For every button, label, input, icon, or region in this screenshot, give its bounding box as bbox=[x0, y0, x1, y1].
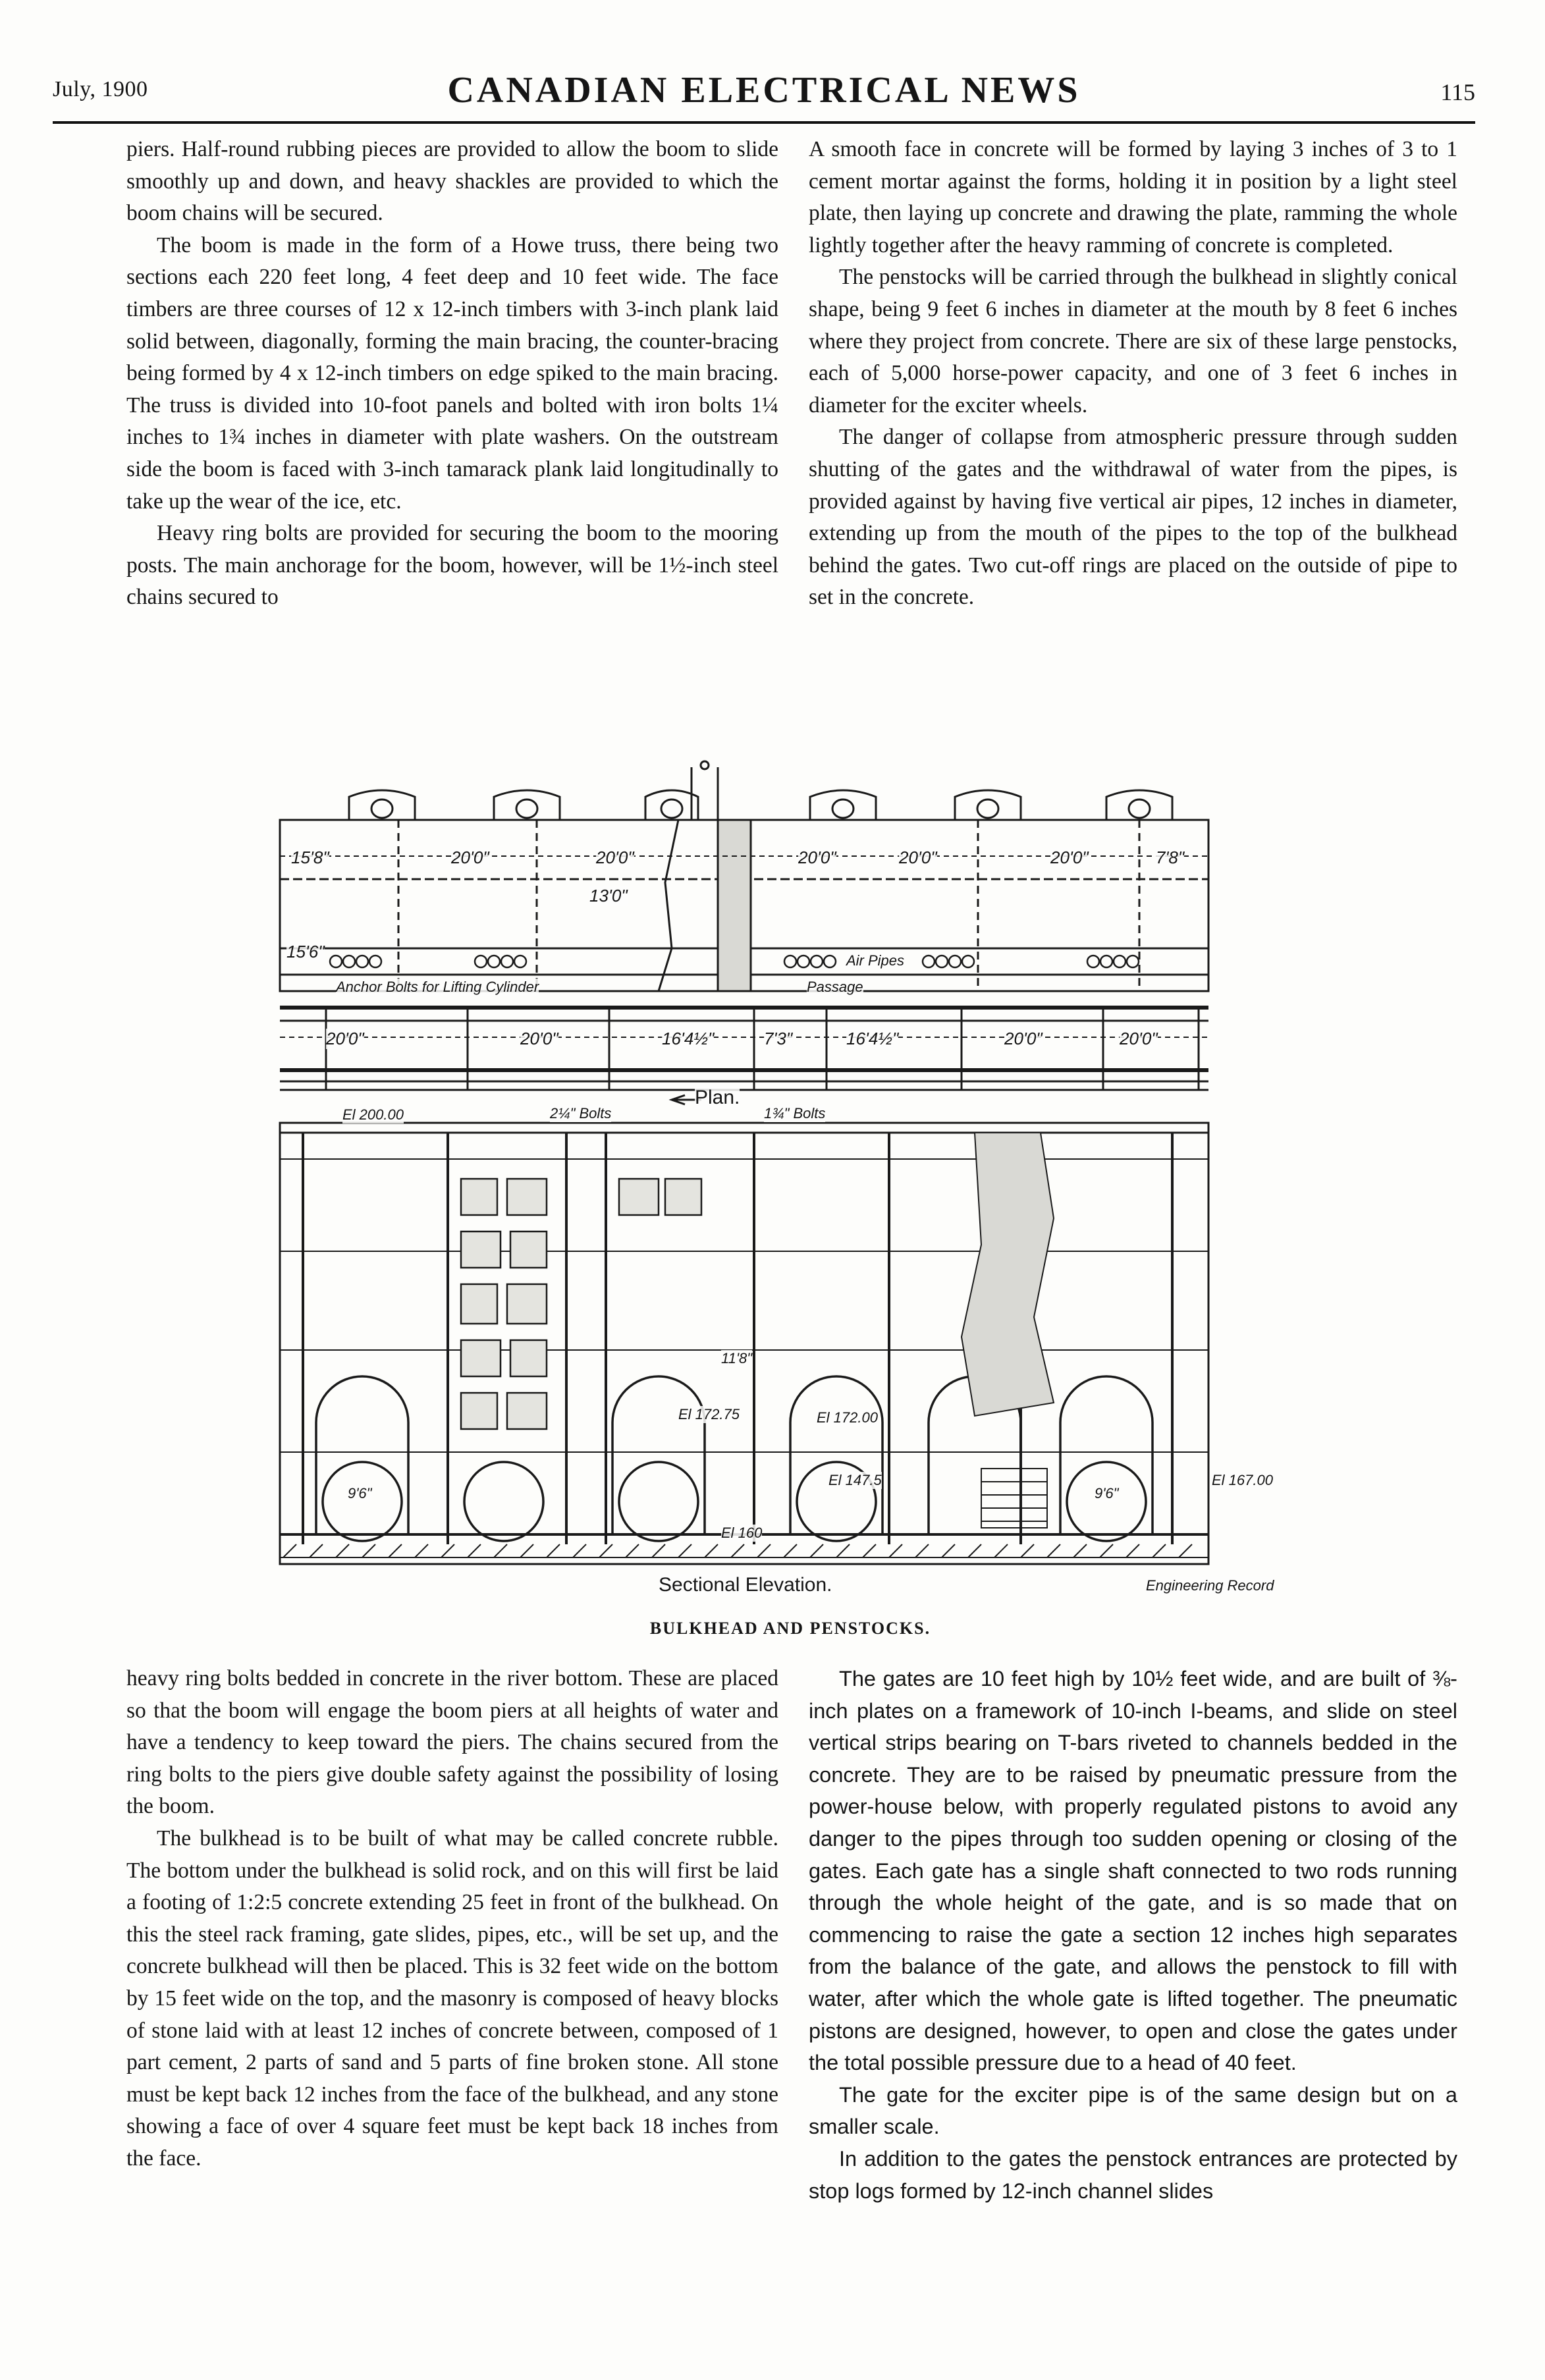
paragraph: The gates are 10 feet high by 10½ feet wide, and are built of ⅜-inch plates on a framework of 10-inch I-beams, and slide on steel vertical strips bearing on T-bars riveted to channels bedded in the concrete. They are to be raised by pneumatic pressure from the power-house below, with properly regulated pistons to avoid any danger to the pipes through too sudden opening or closing of the gates. Each gate has a single shaft connected to two rods running through the whole height of the gate, and is so made that on commencing to raise the gate a section 12 inches high separates from the balance of the gate, and allows the penstock to fill with water, after which the whole gate is lifted together. The pneumatic pistons are designed, however, to open and close the gates under the total possible pressure due to a head of 40 feet. bbox=[809, 1667, 1457, 2075]
dim-label: 11'8" bbox=[721, 1350, 753, 1366]
paragraph: Heavy ring bolts are provided for securing the boom to the mooring posts. The main anchorage for the boom, however, will be 1½-inch steel chains secured to bbox=[126, 521, 778, 610]
dim-label: 20'0" bbox=[1004, 1029, 1043, 1048]
figure-credit: Engineering Record bbox=[1146, 1577, 1274, 1594]
paragraph: The boom is made in the form of a Howe truss, there being two sections each 220 feet long, 4 feet deep and 10 feet wide. The face timbers are three courses of 12 x 12-inch timbers with 3-inch plank laid solid between, diagonally, forming the main bracing, the counter-bracing being formed by 4 x 12-inch timbers on edge spiked to the main bracing. The truss is divided into 10-foot panels and bolted with iron bolts 1¼ inches to 1¾ inches in diameter with plate washers. On the outstream side the boom is faced with 3-inch tamarack plank laid longitudinally to take up the wear of the ice, etc. bbox=[126, 232, 778, 514]
paragraph: A smooth face in concrete will be formed by laying 3 inches of 3 to 1 cement mortar against the forms, holding it in position by a light steel plate, then laying up concrete and drawing the plate, ramming the whole lightly together after the heavy ramming of concrete is completed. bbox=[809, 137, 1457, 257]
elevation-label: El 200.00 bbox=[342, 1106, 404, 1123]
paragraph: In addition to the gates the penstock entrances are protected by stop logs formed by 12-inch channel slides bbox=[809, 2146, 1457, 2203]
paragraph: The bulkhead is to be built of what may be called concrete rubble. The bottom under the bulkhead is solid rock, and on this will first be laid a footing of 1:2:5 concrete extending 25 feet in front of the bulkhead. On this the steel rack framing, gate slides, pipes, etc., will be set up, and the concrete bulkhead will then be placed. This is 32 feet wide on the bottom by 15 feet wide on the top, and the masonry is composed of heavy blocks of stone laid with at least 12 inches of concrete between, composed of 1 part cement, 2 parts of sand and 5 parts of fine broken stone. All stone must be kept back 12 inches from the face of the bulkhead, and any stone showing a face of over 4 square feet must be kept back 18 inches from the face. bbox=[126, 1826, 778, 2171]
issue-date: July, 1900 bbox=[53, 77, 148, 101]
dim-label: 15'6" bbox=[286, 942, 325, 961]
dim-label: 13'0" bbox=[589, 886, 628, 906]
dim-label: 20'0" bbox=[798, 848, 836, 867]
dim-label: 9'6" bbox=[1095, 1485, 1119, 1501]
page-header bbox=[46, 69, 1482, 122]
paragraph: The penstocks will be carried through the bulkhead in slightly conical shape, being 9 feet 6 inches in diameter at the mouth by 8 feet 6 inches where they project from concrete. There are six of these large penstocks, each of 5,000 horse-power capacity, and one of 3 feet 6 inches in diameter for the exciter wheels. bbox=[809, 265, 1457, 418]
dim-label: 20'0" bbox=[326, 1029, 364, 1048]
column-bottom-left bbox=[126, 1663, 778, 2175]
note-label: 1¾" Bolts bbox=[764, 1105, 826, 1122]
pier-caps bbox=[349, 790, 1172, 820]
paragraph: heavy ring bolts bedded in concrete in the river bottom. These are placed so that the boom will engage the boom piers at all heights of water and have a tendency to keep toward the piers. The chains secured from the ring bolts to the piers give double safety against the possibility of losing the boom. bbox=[126, 1666, 778, 1819]
note-label: Passage bbox=[807, 979, 863, 995]
dim-label: 15'8" bbox=[291, 848, 329, 867]
header-rule bbox=[53, 121, 1475, 124]
dim-label: 20'0" bbox=[520, 1029, 558, 1048]
dim-label: 16'4½" bbox=[846, 1029, 899, 1048]
drawing-lines bbox=[263, 757, 1317, 1630]
paragraph: The danger of collapse from atmospheric pressure through sudden shutting of the gates and the withdrawal of water from the pipes, is provided against by having five vertical air pipes, 12 inches in diameter, extending up from the mouth of the pipes to the top of the bulkhead behind the gates. Two cut-off rings are placed on the outside of pipe to set in the concrete. bbox=[809, 425, 1457, 610]
note-label: Anchor Bolts for Lifting Cylinder bbox=[336, 979, 539, 995]
elevation-label: El 160 bbox=[721, 1525, 763, 1541]
paragraph: The gate for the exciter pipe is of the same design but on a smaller scale. bbox=[809, 2082, 1457, 2139]
note-label: 2¼" Bolts bbox=[550, 1105, 612, 1122]
elevation-label: El 147.5 bbox=[828, 1472, 882, 1488]
dim-label: 7'3" bbox=[764, 1029, 793, 1048]
dim-label: 20'0" bbox=[1050, 848, 1089, 867]
dim-label: 16'4½" bbox=[662, 1029, 715, 1048]
publication-title: CANADIAN ELECTRICAL NEWS bbox=[447, 70, 1081, 111]
section-label: Sectional Elevation. bbox=[659, 1574, 832, 1596]
column-top-right bbox=[809, 134, 1457, 614]
dim-label: 20'0" bbox=[451, 848, 489, 867]
dim-label: 7'8" bbox=[1156, 848, 1185, 867]
page-number: 115 bbox=[1440, 79, 1475, 105]
engineering-drawing bbox=[263, 757, 1317, 1630]
column-top-left bbox=[126, 134, 778, 614]
dim-label: 20'0" bbox=[1120, 1029, 1158, 1048]
figure-caption: BULKHEAD AND PENSTOCKS. bbox=[649, 1619, 931, 1638]
elevation-label: El 167.00 bbox=[1212, 1472, 1273, 1488]
paragraph: piers. Half-round rubbing pieces are provided to allow the boom to slide smoothly up and down, and heavy shackles are provided to which the boom chains will be secured. bbox=[126, 137, 778, 226]
elevation-label: El 172.75 bbox=[678, 1406, 740, 1422]
plan-label: Plan. bbox=[695, 1087, 740, 1108]
column-bottom-right bbox=[809, 1663, 1457, 2207]
dim-label: 20'0" bbox=[899, 848, 937, 867]
dim-label: 9'6" bbox=[348, 1485, 372, 1501]
dim-label: 20'0" bbox=[596, 848, 634, 867]
note-label: Air Pipes bbox=[846, 952, 905, 969]
elevation-label: El 172.00 bbox=[817, 1409, 878, 1426]
